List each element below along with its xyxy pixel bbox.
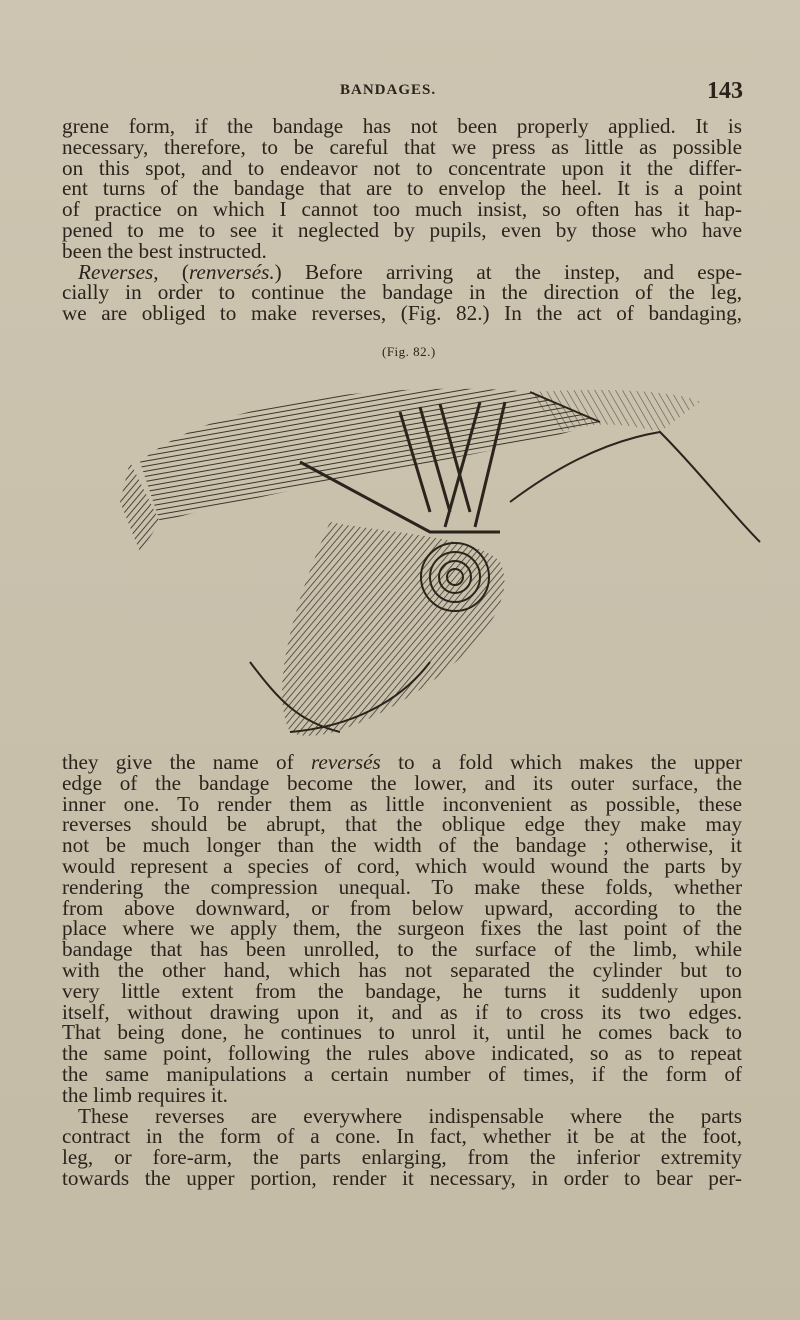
text-line: itself, without drawing upon it, and as if to cross its two edges. — [62, 999, 742, 1024]
hand-drawing — [250, 522, 504, 736]
text-line: leg, or fore-arm, the parts enlarging, from the inferior extremity — [62, 1145, 742, 1170]
text-line: grene form, if the bandage has not been properly applied. It is — [62, 114, 742, 138]
text-span: they give the name of — [62, 750, 311, 774]
text-block-top — [62, 116, 742, 324]
page-number: 143 — [707, 78, 743, 104]
text-line: edge of the bandage become the lower, and its outer surface, the — [62, 770, 742, 795]
forearm-drawing — [120, 389, 760, 552]
text-block-bottom — [62, 752, 742, 1189]
text-line: of practice on which I cannot too much insist, so often has it hap- — [62, 197, 742, 222]
text-line-first — [62, 752, 742, 773]
section-heading: Reverses, — [78, 259, 159, 284]
text-line: inner one. To render them as little inconvenient as possible, these — [62, 791, 742, 816]
text-line: towards the upper portion, render it necessary, in order to bear per- — [62, 1165, 742, 1190]
text-line: we are obliged to make reverses, (Fig. 82.) In the act of bandaging, — [62, 301, 742, 326]
text-span: to a fold which makes the upper — [380, 750, 743, 774]
text-line: rendering the compression unequal. To make these folds, whether — [62, 874, 742, 899]
figure-caption: (Fig. 82.) — [382, 344, 436, 359]
text-line: very little extent from the bandage, he turns it suddenly upon — [62, 978, 742, 1003]
text-line: That being done, he continues to unrol it, until he comes back to — [62, 1020, 742, 1045]
section-line-text: Before arriving at the instep, and espe- — [305, 259, 743, 284]
text-line: pened to me to see it neglected by pupils, even by those who have — [62, 217, 742, 242]
text-line: would represent a species of cord, which would wound the parts by — [62, 853, 742, 878]
text-line: bandage that has been unrolled, to the surface of the limb, while — [62, 937, 742, 962]
text-line: been the best instructed. — [62, 238, 267, 263]
section-first-line: Reverses, (renversés.) Before arriving at the instep, and espe- — [78, 259, 743, 284]
text-line: place where we apply them, the surgeon fixes the last point of the — [62, 916, 742, 941]
text-line: not be much longer than the width of the bandage ; otherwise, it — [62, 833, 742, 858]
italic-term: reversés — [310, 750, 381, 774]
text-line: ent turns of the bandage that are to envelop the heel. It is a point — [62, 176, 742, 201]
text-line: These reverses are everywhere indispensable where the parts — [78, 1103, 742, 1128]
text-line: the same point, following the rules above indicated, so as to repeat — [62, 1041, 742, 1066]
text-line: with the other hand, which has not separated the cylinder but to — [62, 957, 742, 982]
text-line: on this spot, and to endeavor not to concentrate upon it the differ- — [62, 155, 742, 180]
section-heading-french: renversés. — [188, 259, 275, 284]
text-line: cially in order to continue the bandage in the direction of the leg, — [62, 280, 742, 305]
figure-illustration — [100, 362, 800, 752]
running-head — [0, 78, 800, 108]
text-line: the limb requires it. — [62, 1082, 228, 1107]
running-title: BANDAGES. — [340, 82, 437, 98]
text-line: contract in the form of a cone. In fact, whether it be at the foot, — [62, 1124, 742, 1149]
text-line: from above downward, or from below upward, according to the — [62, 895, 742, 920]
text-line: the same manipulations a certain number of times, if the form of — [62, 1061, 742, 1086]
text-line: reverses should be abrupt, that the oblique edge they make may — [62, 812, 742, 837]
text-line: necessary, therefore, to be careful that we press as little as possible — [62, 134, 742, 159]
